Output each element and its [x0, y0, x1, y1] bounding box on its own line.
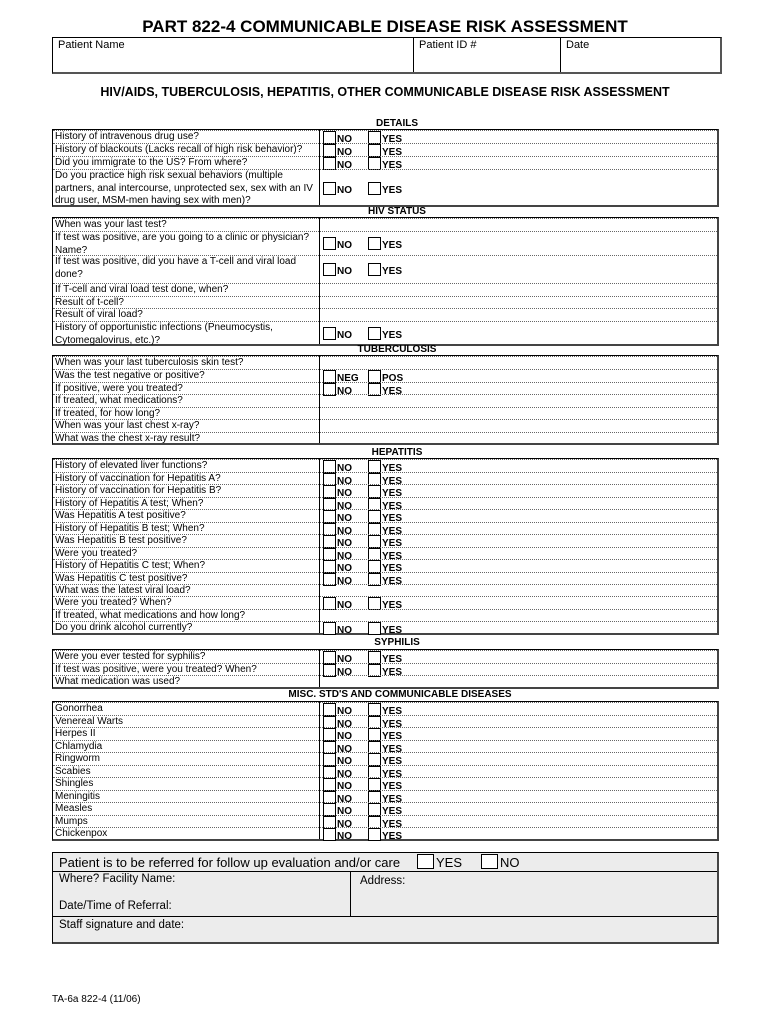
question-label: Scabies	[55, 766, 91, 777]
question-row	[53, 727, 717, 741]
option-yes[interactable]	[368, 182, 402, 196]
option-label: NO	[337, 513, 352, 524]
option-yes[interactable]	[368, 237, 402, 251]
option-yes[interactable]	[368, 622, 402, 636]
referral-no-label: NO	[500, 855, 520, 870]
question-row	[53, 596, 717, 610]
option-label: NO	[337, 330, 352, 341]
question-label: Do you practice high risk sexual behaviors (multiple partners, anal intercourse, unprotected sex, sex with an IV drug user, MSM-men having sex with men)?	[55, 170, 313, 206]
option-label: NO	[337, 600, 352, 611]
patient-header-box	[52, 37, 722, 74]
option-label: NO	[337, 501, 352, 512]
question-label: History of Hepatitis A test; When?	[55, 498, 204, 509]
question-row	[53, 827, 717, 841]
patient-id-field[interactable]	[414, 38, 561, 72]
question-label: Was Hepatitis B test positive?	[55, 535, 187, 546]
patient-name-label: Patient Name	[58, 39, 125, 51]
section-title: HEPATITIS	[371, 447, 423, 458]
question-label: Result of t-cell?	[55, 297, 124, 308]
option-label: YES	[382, 744, 403, 755]
question-row	[53, 802, 717, 816]
checkbox-no[interactable]	[323, 828, 336, 841]
option-label: NO	[337, 794, 352, 805]
option-label: POS	[382, 373, 404, 384]
option-label: YES	[382, 769, 403, 780]
option-label: NO	[337, 386, 352, 397]
question-label: Result of viral load?	[55, 309, 143, 320]
question-row	[53, 777, 717, 791]
form-title: PART 822-4 COMMUNICABLE DISEASE RISK ASSESSMENT	[142, 17, 628, 36]
section-title: DETAILS	[375, 118, 419, 129]
option-no[interactable]	[323, 828, 352, 842]
option-label: NO	[337, 185, 352, 196]
option-label: YES	[382, 160, 403, 171]
option-label: YES	[382, 781, 403, 792]
option-yes[interactable]	[368, 263, 402, 277]
question-label: History of intravenous drug use?	[55, 131, 199, 142]
question-row	[53, 534, 717, 548]
question-label: If treated, what medications and how long?	[55, 610, 246, 621]
question-label: Was Hepatitis A test positive?	[55, 510, 186, 521]
option-label: YES	[382, 806, 403, 817]
option-label: YES	[382, 551, 403, 562]
question-label: If treated, what medications?	[55, 395, 183, 406]
question-label: If T-cell and viral load test done, when?	[55, 284, 229, 295]
option-yes[interactable]	[368, 828, 402, 842]
option-label: NO	[337, 240, 352, 251]
form-subtitle: HIV/AIDS, TUBERCULOSIS, HEPATITIS, OTHER COMMUNICABLE DISEASE RISK ASSESSMENT	[100, 85, 670, 99]
option-label: NO	[337, 147, 352, 158]
question-label: Do you drink alcohol currently?	[55, 622, 193, 633]
option-label: YES	[382, 330, 403, 341]
section-title: HIV STATUS	[368, 206, 426, 217]
question-label: History of Hepatitis C test; When?	[55, 560, 206, 571]
option-label: YES	[382, 463, 403, 474]
referral-datetime-field[interactable]	[59, 900, 172, 912]
section-table	[52, 649, 719, 689]
option-label: NO	[337, 831, 352, 842]
question-label: When was your last tuberculosis skin test?	[55, 357, 244, 368]
checkbox-yes[interactable]	[368, 828, 381, 841]
option-label: YES	[382, 476, 403, 487]
option-label: YES	[382, 625, 403, 636]
staff-signature-label: Staff signature and date:	[59, 919, 185, 931]
referral-yes-option[interactable]	[417, 854, 462, 870]
option-label: NO	[337, 719, 352, 730]
option-label: NO	[337, 654, 352, 665]
option-label: YES	[382, 576, 403, 587]
checkbox-no[interactable]	[323, 237, 336, 250]
question-row	[53, 156, 717, 170]
question-label: If treated, for how long?	[55, 408, 161, 419]
checkbox-no[interactable]	[323, 263, 336, 276]
question-row	[53, 321, 717, 346]
checkbox-yes[interactable]	[368, 263, 381, 276]
question-row	[53, 394, 717, 408]
option-label: NO	[337, 526, 352, 537]
checkbox-yes[interactable]	[368, 622, 381, 635]
facility-name-label: Where? Facility Name:	[59, 873, 176, 885]
question-row	[53, 459, 717, 473]
checkbox-yes[interactable]	[368, 237, 381, 250]
option-label: YES	[382, 240, 403, 251]
option-label: YES	[382, 147, 403, 158]
question-label: If test was positive, are you going to a clinic or physician? Name?	[55, 232, 310, 256]
option-label: YES	[382, 654, 403, 665]
option-label: NO	[337, 266, 352, 277]
section-table	[52, 458, 719, 635]
option-label: NEG	[337, 373, 359, 384]
question-label: Herpes II	[55, 728, 96, 739]
option-label: NO	[337, 576, 352, 587]
date-label: Date	[566, 39, 590, 51]
option-label: YES	[382, 600, 403, 611]
address-label: Address:	[360, 875, 406, 887]
option-yes[interactable]	[368, 327, 402, 341]
option-no[interactable]	[323, 327, 352, 341]
question-label: History of vaccination for Hepatitis B?	[55, 485, 222, 496]
question-label: History of Hepatitis B test; When?	[55, 523, 205, 534]
question-label: History of elevated liver functions?	[55, 460, 208, 471]
section-table	[52, 701, 719, 841]
referral-no-option[interactable]	[481, 854, 520, 870]
question-row	[53, 419, 717, 433]
section-table	[52, 217, 719, 346]
option-label: YES	[382, 185, 403, 196]
question-row	[53, 702, 717, 716]
question-label: Were you ever tested for syphilis?	[55, 651, 206, 662]
option-label: NO	[337, 756, 352, 767]
question-label: When was your last test?	[55, 219, 167, 230]
option-label: YES	[382, 538, 403, 549]
checkbox-no[interactable]	[323, 327, 336, 340]
option-label: NO	[337, 731, 352, 742]
option-label: NO	[337, 769, 352, 780]
checkbox-no[interactable]	[323, 622, 336, 635]
option-label: YES	[382, 819, 403, 830]
option-no[interactable]	[323, 622, 352, 636]
staff-signature-field[interactable]	[59, 919, 184, 931]
option-label: NO	[337, 806, 352, 817]
question-label: If positive, were you treated?	[55, 383, 183, 394]
question-row	[53, 432, 717, 445]
question-label: History of opportunistic infections (Pneumocystis, Cytomegalovirus, etc.)?	[55, 322, 273, 346]
question-label: Was the test negative or positive?	[55, 370, 205, 381]
option-label: NO	[337, 781, 352, 792]
question-row	[53, 752, 717, 766]
question-row	[53, 484, 717, 498]
question-label: Mumps	[55, 816, 88, 827]
question-label: Were you treated?	[55, 548, 138, 559]
question-label: If test was positive, were you treated? When?	[55, 664, 257, 675]
option-no[interactable]	[323, 237, 352, 251]
question-label: What was the chest x-ray result?	[55, 433, 201, 444]
question-label: Meningitis	[55, 791, 101, 802]
option-label: NO	[337, 476, 352, 487]
option-label: YES	[382, 667, 403, 678]
form-footer: TA-6a 822-4 (11/06)	[52, 994, 141, 1005]
checkbox-yes[interactable]	[368, 327, 381, 340]
option-label: YES	[382, 526, 403, 537]
section-title: TUBERCULOSIS	[357, 344, 437, 355]
option-no[interactable]	[323, 182, 352, 196]
question-row	[53, 255, 717, 284]
option-label: YES	[382, 756, 403, 767]
patient-id-label: Patient ID #	[419, 39, 477, 51]
section-title: MISC. STD'S AND COMMUNICABLE DISEASES	[288, 689, 512, 700]
checkbox-no[interactable]	[323, 182, 336, 195]
question-row	[53, 308, 717, 322]
option-label: NO	[337, 744, 352, 755]
option-label: YES	[382, 831, 403, 842]
option-label: NO	[337, 463, 352, 474]
option-label: NO	[337, 625, 352, 636]
question-label: Was Hepatitis C test positive?	[55, 573, 188, 584]
question-row	[53, 356, 717, 370]
question-label: Venereal Warts	[55, 716, 123, 727]
option-label: NO	[337, 538, 352, 549]
option-label: YES	[382, 719, 403, 730]
option-label: NO	[337, 667, 352, 678]
question-label: Ringworm	[55, 753, 101, 764]
option-label: NO	[337, 160, 352, 171]
option-label: NO	[337, 134, 352, 145]
question-label: Were you treated? When?	[55, 597, 172, 608]
section-table	[52, 129, 719, 207]
question-row	[53, 675, 717, 689]
question-label: If test was positive, did you have a T-cell and viral load done?	[55, 256, 297, 280]
option-label: YES	[382, 501, 403, 512]
question-row	[53, 130, 717, 144]
question-row	[53, 218, 717, 232]
patient-name-field[interactable]	[53, 38, 414, 72]
checkbox-yes[interactable]	[368, 182, 381, 195]
question-label: History of blackouts (Lacks recall of high risk behavior)?	[55, 144, 303, 155]
option-label: YES	[382, 134, 403, 145]
question-row	[53, 650, 717, 664]
referral-yes-label: YES	[436, 855, 463, 870]
option-label: YES	[382, 488, 403, 499]
question-row	[53, 283, 717, 297]
question-row	[53, 169, 717, 207]
referral-datetime-label: Date/Time of Referral:	[59, 900, 172, 912]
question-label: Measles	[55, 803, 93, 814]
facility-name-field[interactable]	[59, 873, 175, 885]
section-title: SYPHILIS	[374, 637, 420, 648]
referral-question: Patient is to be referred for follow up evaluation and/or care	[59, 855, 401, 870]
question-label: Chlamydia	[55, 741, 103, 752]
question-label: History of vaccination for Hepatitis A?	[55, 473, 221, 484]
option-label: YES	[382, 386, 403, 397]
option-label: YES	[382, 513, 403, 524]
question-row	[53, 369, 717, 383]
option-label: NO	[337, 706, 352, 717]
option-label: NO	[337, 563, 352, 574]
question-label: What medication was used?	[55, 676, 181, 687]
option-label: NO	[337, 819, 352, 830]
question-label: Shingles	[55, 778, 94, 789]
question-label: Gonorrhea	[55, 703, 103, 714]
question-label: When was your last chest x-ray?	[55, 420, 200, 431]
option-label: YES	[382, 706, 403, 717]
referral-box	[52, 852, 719, 944]
question-label: Chickenpox	[55, 828, 108, 839]
option-label: YES	[382, 731, 403, 742]
question-row	[53, 621, 717, 635]
question-label: What was the latest viral load?	[55, 585, 191, 596]
section-table	[52, 355, 719, 445]
referral-yes-checkbox[interactable]	[417, 854, 434, 869]
question-row	[53, 143, 717, 157]
option-label: NO	[337, 488, 352, 499]
option-no[interactable]	[323, 263, 352, 277]
referral-no-checkbox[interactable]	[481, 854, 498, 869]
option-label: YES	[382, 563, 403, 574]
date-field[interactable]	[561, 38, 720, 72]
option-label: YES	[382, 266, 403, 277]
question-row	[53, 231, 717, 256]
option-label: YES	[382, 794, 403, 805]
option-label: NO	[337, 551, 352, 562]
question-row	[53, 559, 717, 573]
address-field[interactable]	[360, 875, 405, 887]
question-label: Did you immigrate to the US? From where?	[55, 157, 248, 168]
question-row	[53, 509, 717, 523]
